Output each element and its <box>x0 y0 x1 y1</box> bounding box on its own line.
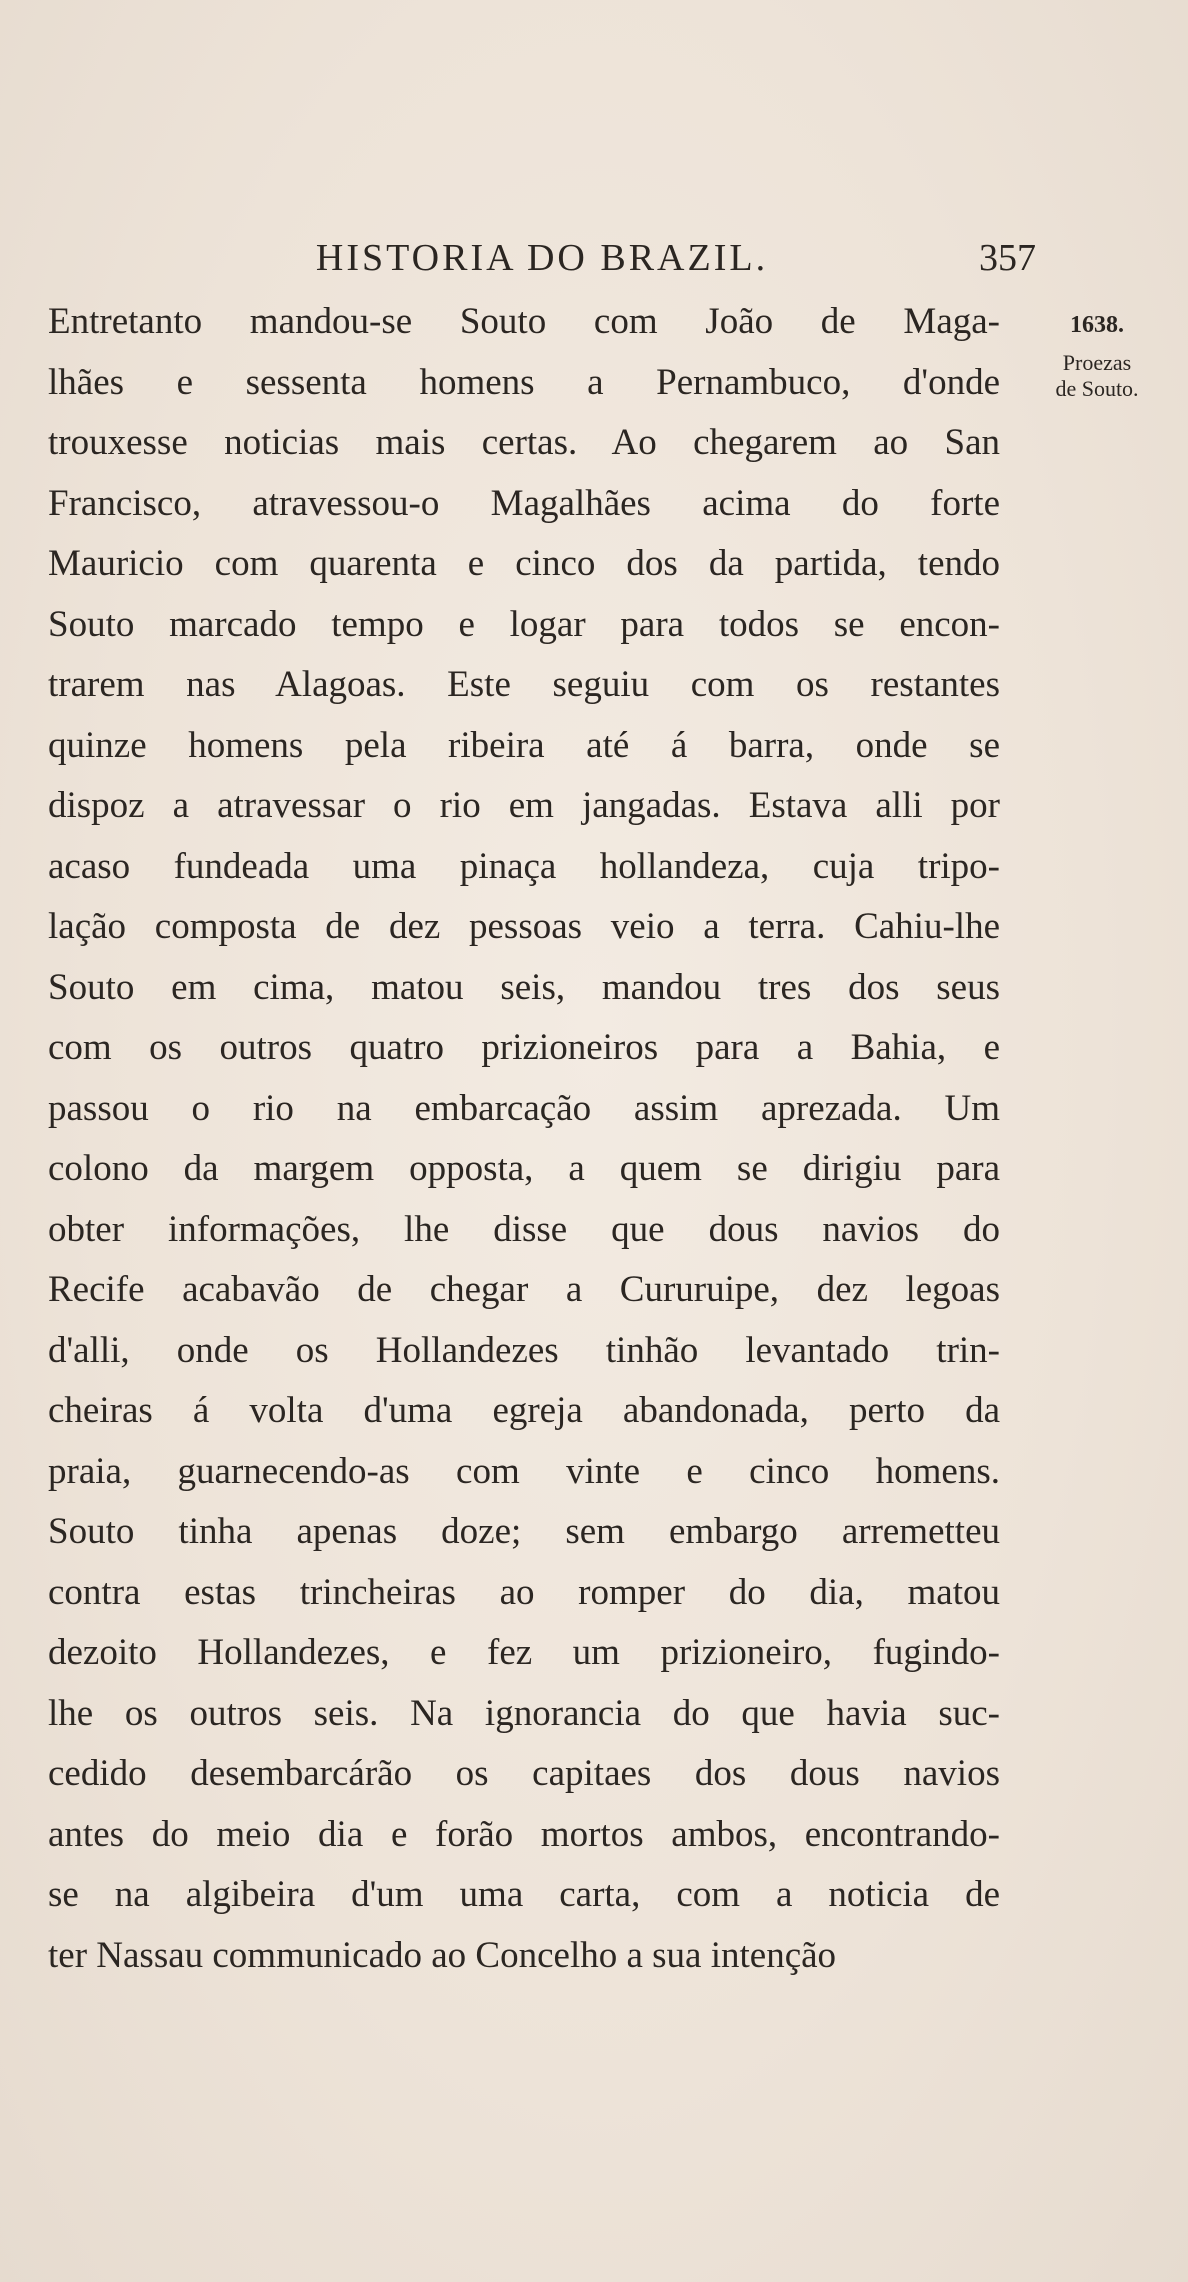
text-line: Recife acabavão de chegar a Cururuipe, dez legoas <box>48 1269 1000 1310</box>
text-line: cheiras á volta d'uma egreja abandonada, perto da <box>48 1390 1000 1431</box>
text-line: praia, guarnecendo-as com vinte e cinco homens. <box>48 1450 1000 1492</box>
text-line: ter Nassau communicado ao Concelho a sua intenção <box>48 1934 837 1976</box>
text-line: Souto em cima, matou seis, mandou tres dos seus <box>48 966 1000 1008</box>
text-line: cedido desembarcárão os capitaes dos dous navios <box>48 1753 1000 1794</box>
running-title: HISTORIA DO BRAZIL. <box>315 237 769 279</box>
text-line: contra estas trincheiras ao romper do dia, matou <box>48 1571 1000 1613</box>
text-line: Souto marcado tempo e logar para todos se encon- <box>48 603 1000 645</box>
text-line: colono da margem opposta, a quem se dirigiu para <box>48 1148 1000 1189</box>
text-line: Entretanto mandou-se Souto com João de Maga- <box>48 301 1000 342</box>
text-line: dispoz a atravessar o rio em jangadas. Estava alli por <box>48 785 1000 826</box>
page-number: 357 <box>979 237 1036 279</box>
text-line: acaso fundeada uma pinaça hollandeza, cuja tripo- <box>48 845 1000 887</box>
text-line: quinze homens pela ribeira até á barra, onde se <box>48 724 1000 766</box>
text-line: antes do meio dia e forão mortos ambos, encontrando- <box>48 1813 1000 1855</box>
margin-note-line-1: Proezas <box>1062 350 1132 375</box>
text-line: com os outros quatro prizioneiros para a Bahia, e <box>48 1027 1000 1068</box>
running-head <box>48 228 1036 288</box>
text-line: trarem nas Alagoas. Este seguiu com os restantes <box>48 664 1000 705</box>
text-line: trouxesse noticias mais certas. Ao chegarem ao San <box>48 422 1000 463</box>
margin-note-line-2: de Souto. <box>1055 376 1139 401</box>
text-line: lhe os outros seis. Na ignorancia do que havia suc- <box>48 1692 1000 1734</box>
body-text <box>48 292 1000 1986</box>
text-line: obter informações, lhe disse que dous navios do <box>48 1208 1000 1250</box>
text-line: d'alli, onde os Hollandezes tinhão levantado trin- <box>48 1329 1000 1371</box>
text-line: Francisco, atravessou-o Magalhães acima do forte <box>48 482 1000 524</box>
text-line: lação composta de dez pessoas veio a terra. Cahiu-lhe <box>48 906 1000 947</box>
text-line: passou o rio na embarcação assim aprezada. Um <box>48 1087 1000 1129</box>
text-line: dezoito Hollandezes, e fez um prizioneiro, fugindo- <box>48 1632 1000 1673</box>
margin-year: 1638. <box>1070 312 1124 338</box>
text-line: lhães e sessenta homens a Pernambuco, d'onde <box>48 361 1000 403</box>
text-line: se na algibeira d'um uma carta, com a noticia de <box>48 1874 1000 1915</box>
margin-note <box>1022 312 1172 402</box>
text-line: Mauricio com quarenta e cinco dos da partida, tendo <box>48 543 1000 584</box>
text-line: Souto tinha apenas doze; sem embargo arremetteu <box>48 1511 1000 1552</box>
